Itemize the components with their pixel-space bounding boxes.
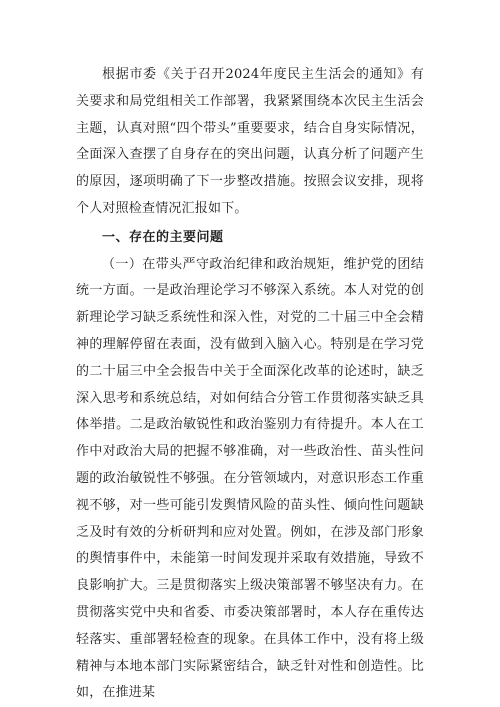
- section-heading: 一、存在的主要问题: [102, 229, 224, 245]
- intro-paragraph: 根据市委《关于召开2024年度民主生活会的通知》有关要求和局党组相关工作部署，我紧紧围绕本次民主生活会主题，认真对照“四个带头”重要要求，结合自身实际情况，全面深入查摆了自身存在的突出问题，认真分析了问题产生的原因，逐项明确了下一步整改措施。按照会议安排，现将个人对照检查情况汇报如下。: [76, 67, 424, 216]
- body-paragraph: （一）在带头严守政治纪律和政治规矩，维护党的团结统一方面。一是政治理论学习不够深入系统。本人对党的创新理论学习缺乏系统性和深入性，对党的二十届三中全会精神的理解停留在表面，没有做到入脑入心。特别是在学习党的二十届三中全会报告中关于全面深化改革的论述时，缺乏深入思考和系统总结，对如何结合分管工作贯彻落实缺乏具体举措。二是政治敏锐性和政治鉴别力有待提升。本人在工作中对政治大局的把握不够准确，对一些政治性、苗头性问题的政治敏锐性不够强。在分管领域内，对意识形态工作重视不够，对一些可能引发舆情风险的苗头性、倾向性问题缺乏及时有效的分析研判和应对处置。例如，在涉及部门形象的舆情事件中，未能第一时间发现并采取有效措施，导致不良影响扩大。三是贯彻落实上级决策部署不够坚决有力。在贯彻落实党中央和省委、市委决策部署时，本人存在重传达轻落实、重部署轻检查的现象。在具体工作中，没有将上级精神与本地本部门实际紧密结合，缺乏针对性和创造性。比如，在推进某: [76, 256, 424, 701]
